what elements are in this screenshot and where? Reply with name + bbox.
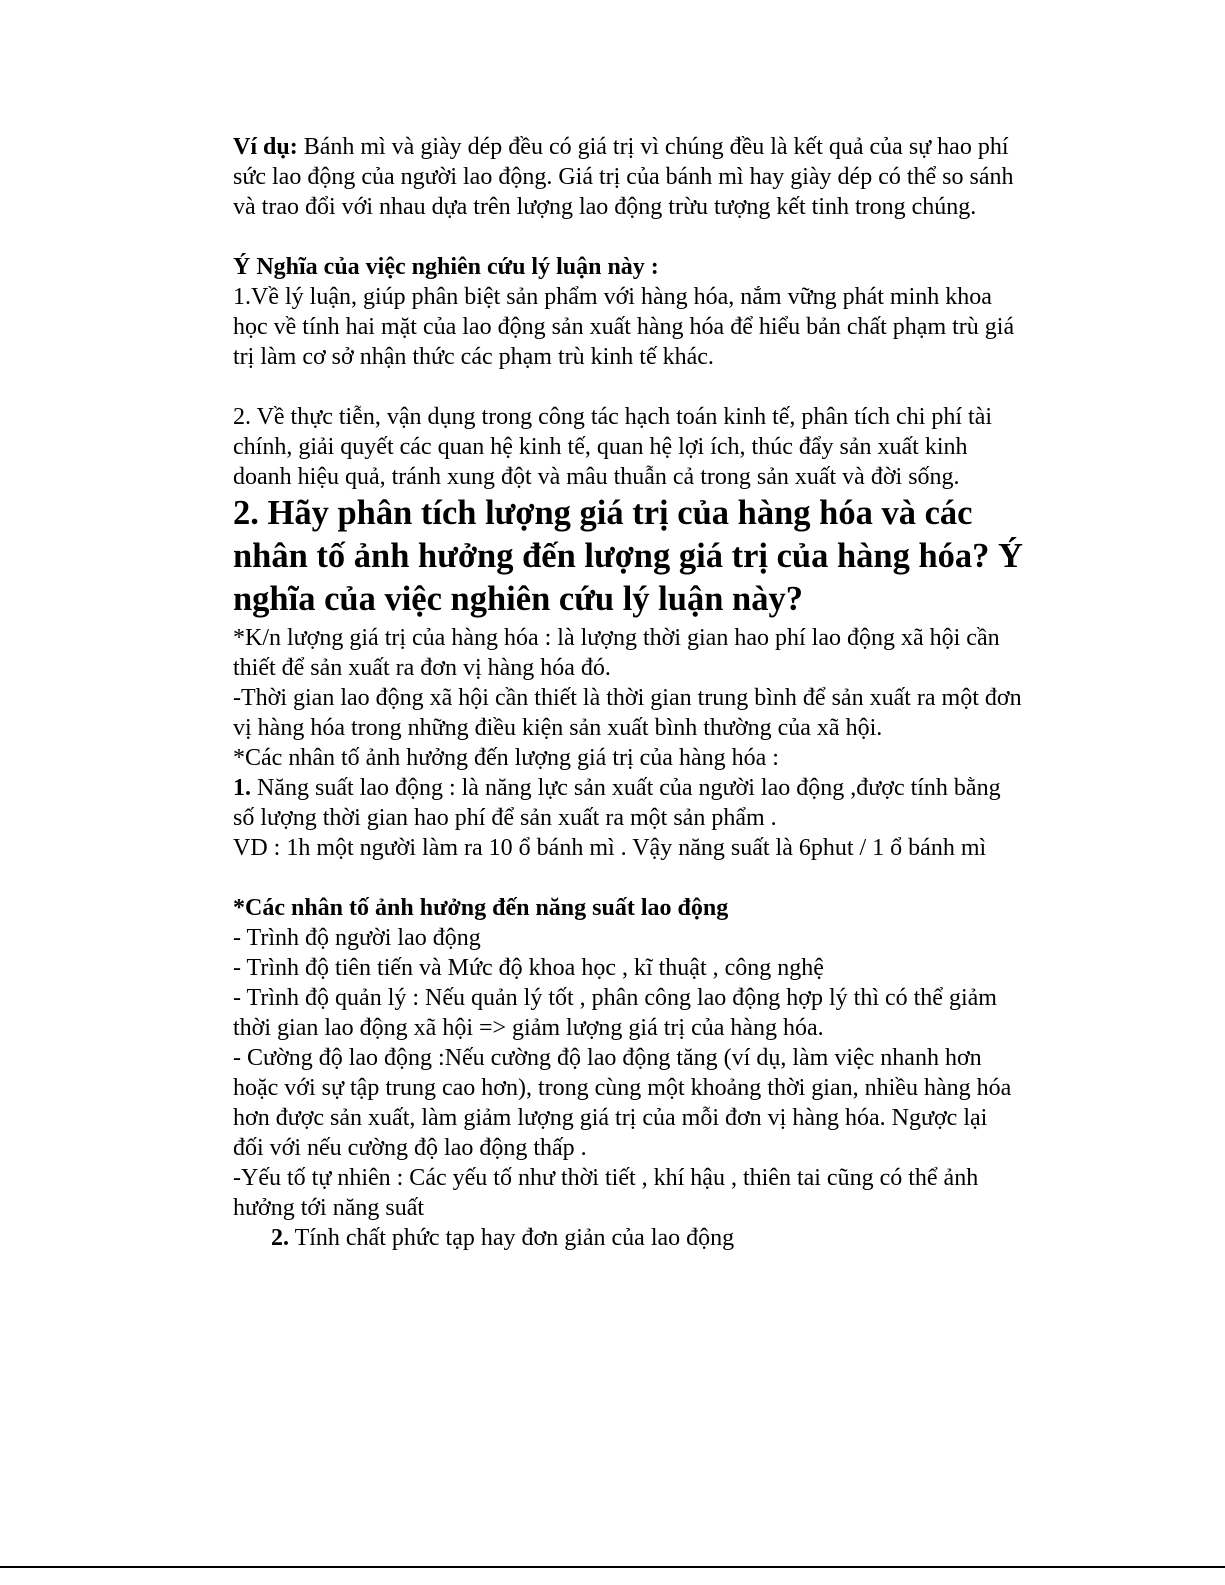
factor-1-number: 1.: [233, 775, 251, 801]
factors-intro: *Các nhân tố ảnh hưởng đến lượng giá trị của hàng hóa :: [233, 745, 779, 771]
social-labor-time: -Thời gian lao động xã hội cần thiết là thời gian trung bình để sản xuất ra một đơn vị hàng hóa trong những điều kiện sản xuất bình thường của xã hội.: [233, 685, 1022, 741]
factor-2-number: 2.: [271, 1225, 289, 1251]
factor-1-text: Năng suất lao động : là năng lực sản xuất của người lao động ,được tính bằng số lượng thời gian hao phí để sản xuất ra một sản phẩm .: [233, 775, 1001, 831]
factor-1: [233, 773, 1023, 833]
spacer: [233, 372, 1023, 402]
example-text: Bánh mì và giày dép đều có giá trị vì chúng đều là kết quả của sự hao phí sức lao động của người lao động. Giá trị của bánh mì hay giày dép có thể so sánh và trao đổi với nhau dựa trên lượng lao động trừu tượng kết tinh trong chúng.: [233, 134, 1014, 220]
productivity-item: -Yếu tố tự nhiên : Các yếu tố như thời tiết , khí hậu , thiên tai cũng có thể ảnh hưởng tới năng suất: [233, 1165, 979, 1221]
productivity-item: - Trình độ người lao động: [233, 925, 481, 951]
productivity-heading: *Các nhân tố ảnh hưởng đến năng suất lao động: [233, 895, 729, 921]
example-paragraph: [233, 132, 1023, 222]
significance-point-1: 1.Về lý luận, giúp phân biệt sản phẩm với hàng hóa, nắm vững phát minh khoa học về tính hai mặt của lao động sản xuất hàng hóa để hiểu bản chất phạm trù giá trị làm cơ sở nhận thức các phạm trù kinh tế khác.: [233, 284, 1015, 370]
example-label: Ví dụ:: [233, 134, 298, 160]
significance-point-2: 2. Về thực tiễn, vận dụng trong công tác hạch toán kinh tế, phân tích chi phí tài chính, giải quyết các quan hệ kinh tế, quan hệ lợi ích, thúc đẩy sản xuất kinh doanh hiệu quả, tránh xung đột và mâu thuẫn cả trong sản xuất và đời sống.: [233, 404, 993, 490]
section-2-title: 2. Hãy phân tích lượng giá trị của hàng hóa và các nhân tố ảnh hưởng đến lượng giá trị của hàng hóa? Ý nghĩa của việc nghiên cứu lý luận này?: [233, 494, 1023, 618]
value-definition: *K/n lượng giá trị của hàng hóa : là lượng thời gian hao phí lao động xã hội cần thiết để sản xuất ra đơn vị hàng hóa đó.: [233, 625, 1000, 681]
productivity-item: - Trình độ quản lý : Nếu quản lý tốt , phân công lao động hợp lý thì có thể giảm thời gian lao động xã hội => giảm lượng giá trị của hàng hóa.: [233, 985, 997, 1041]
productivity-item: - Cường độ lao động :Nếu cường độ lao động tăng (ví dụ, làm việc nhanh hơn hoặc với sự tập trung cao hơn), trong cùng một khoảng thời gian, nhiều hàng hóa hơn được sản xuất, làm giảm lượng giá trị của mỗi đơn vị hàng hóa. Ngược lại đối với nếu cường độ lao động thấp .: [233, 1045, 1012, 1161]
spacer: [233, 222, 1023, 252]
page-bottom-rule: [0, 1566, 1225, 1568]
document-page: [233, 132, 1023, 1253]
spacer: [233, 863, 1023, 893]
factor-2-text: Tính chất phức tạp hay đơn giản của lao động: [289, 1225, 735, 1251]
factor-2: [233, 1223, 1023, 1253]
significance-heading: Ý Nghĩa của việc nghiên cứu lý luận này :: [233, 254, 659, 280]
factor-1-example: VD : 1h một người làm ra 10 ổ bánh mì . Vậy năng suất là 6phut / 1 ổ bánh mì: [233, 835, 987, 861]
productivity-item: - Trình độ tiên tiến và Mức độ khoa học , kĩ thuật , công nghệ: [233, 955, 824, 981]
